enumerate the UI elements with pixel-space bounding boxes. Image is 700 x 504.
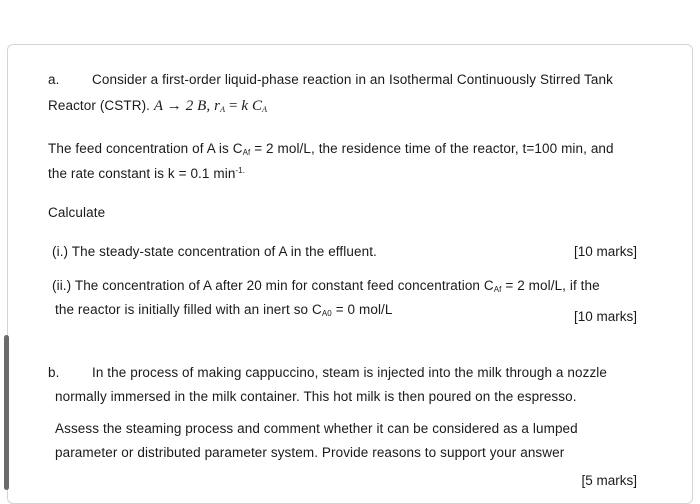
item-ii-line1-part1: (ii.) The concentration of A after 20 min for constant feed concentration C xyxy=(52,278,494,293)
eq-equals: = xyxy=(228,98,238,114)
para1-sub: Af xyxy=(242,148,251,157)
eq-rhs-sub: A xyxy=(262,105,268,114)
question-b-label: b. xyxy=(48,365,60,380)
scrollbar-thumb[interactable] xyxy=(4,335,9,490)
item-ii-line2-part2: = 0 mol/L xyxy=(331,302,393,317)
question-a-line2 xyxy=(48,98,267,115)
item-ii-line1-sub: Af xyxy=(493,285,502,294)
item-ii-line2-part1: the reactor is initially filled with an inert so C xyxy=(55,302,322,317)
item-ii-line1-part2: = 2 mol/L, if the xyxy=(501,278,600,293)
eq-rate-sub: A xyxy=(220,105,226,114)
question-a-line1: Consider a first-order liquid-phase reaction in an Isothermal Continuously Stirred Tank xyxy=(92,72,613,87)
item-ii-line1 xyxy=(52,278,600,294)
para1-part1: The feed concentration of A is C xyxy=(48,141,243,156)
item-ii-line2 xyxy=(55,302,393,318)
eq-rhs: k C xyxy=(241,98,263,114)
document-page xyxy=(41,62,653,502)
question-b-line3: Assess the steaming process and comment whether it can be considered as a lumped xyxy=(55,421,578,436)
item-ii-marks: [10 marks] xyxy=(573,309,637,324)
question-b-marks: [5 marks] xyxy=(581,473,637,488)
item-ii-line2-sub: A0 xyxy=(321,309,332,318)
eq-arrow: → xyxy=(166,98,182,114)
para1-part2: = 2 mol/L, the residence time of the reactor, t=100 min, and xyxy=(250,141,614,156)
item-i-text: (i.) The steady-state concentration of A in the effluent. xyxy=(52,244,377,259)
question-a-label: a. xyxy=(48,72,60,87)
item-i-marks: [10 marks] xyxy=(573,244,637,259)
question-a-para2 xyxy=(48,166,245,181)
eq-reactant: A xyxy=(153,98,163,114)
eq-rate-symbol: r xyxy=(214,98,221,114)
reaction-equation xyxy=(154,98,267,114)
question-b-line1: In the process of making cappuccino, steam is injected into the milk through a nozzle xyxy=(92,365,608,380)
question-a-line2-text: Reactor (CSTR). xyxy=(48,98,151,113)
question-b-line4: parameter or distributed parameter system. Provide reasons to support your answer xyxy=(55,445,565,460)
para2-sup: -1. xyxy=(235,166,246,175)
para2-part1: the rate constant is k = 0.1 min xyxy=(48,166,236,181)
question-a-para1 xyxy=(48,141,614,157)
question-b-line2: normally immersed in the milk container. This hot milk is then poured on the espresso. xyxy=(55,389,577,404)
calculate-heading: Calculate xyxy=(48,205,106,220)
eq-product: 2 B, xyxy=(185,98,211,114)
